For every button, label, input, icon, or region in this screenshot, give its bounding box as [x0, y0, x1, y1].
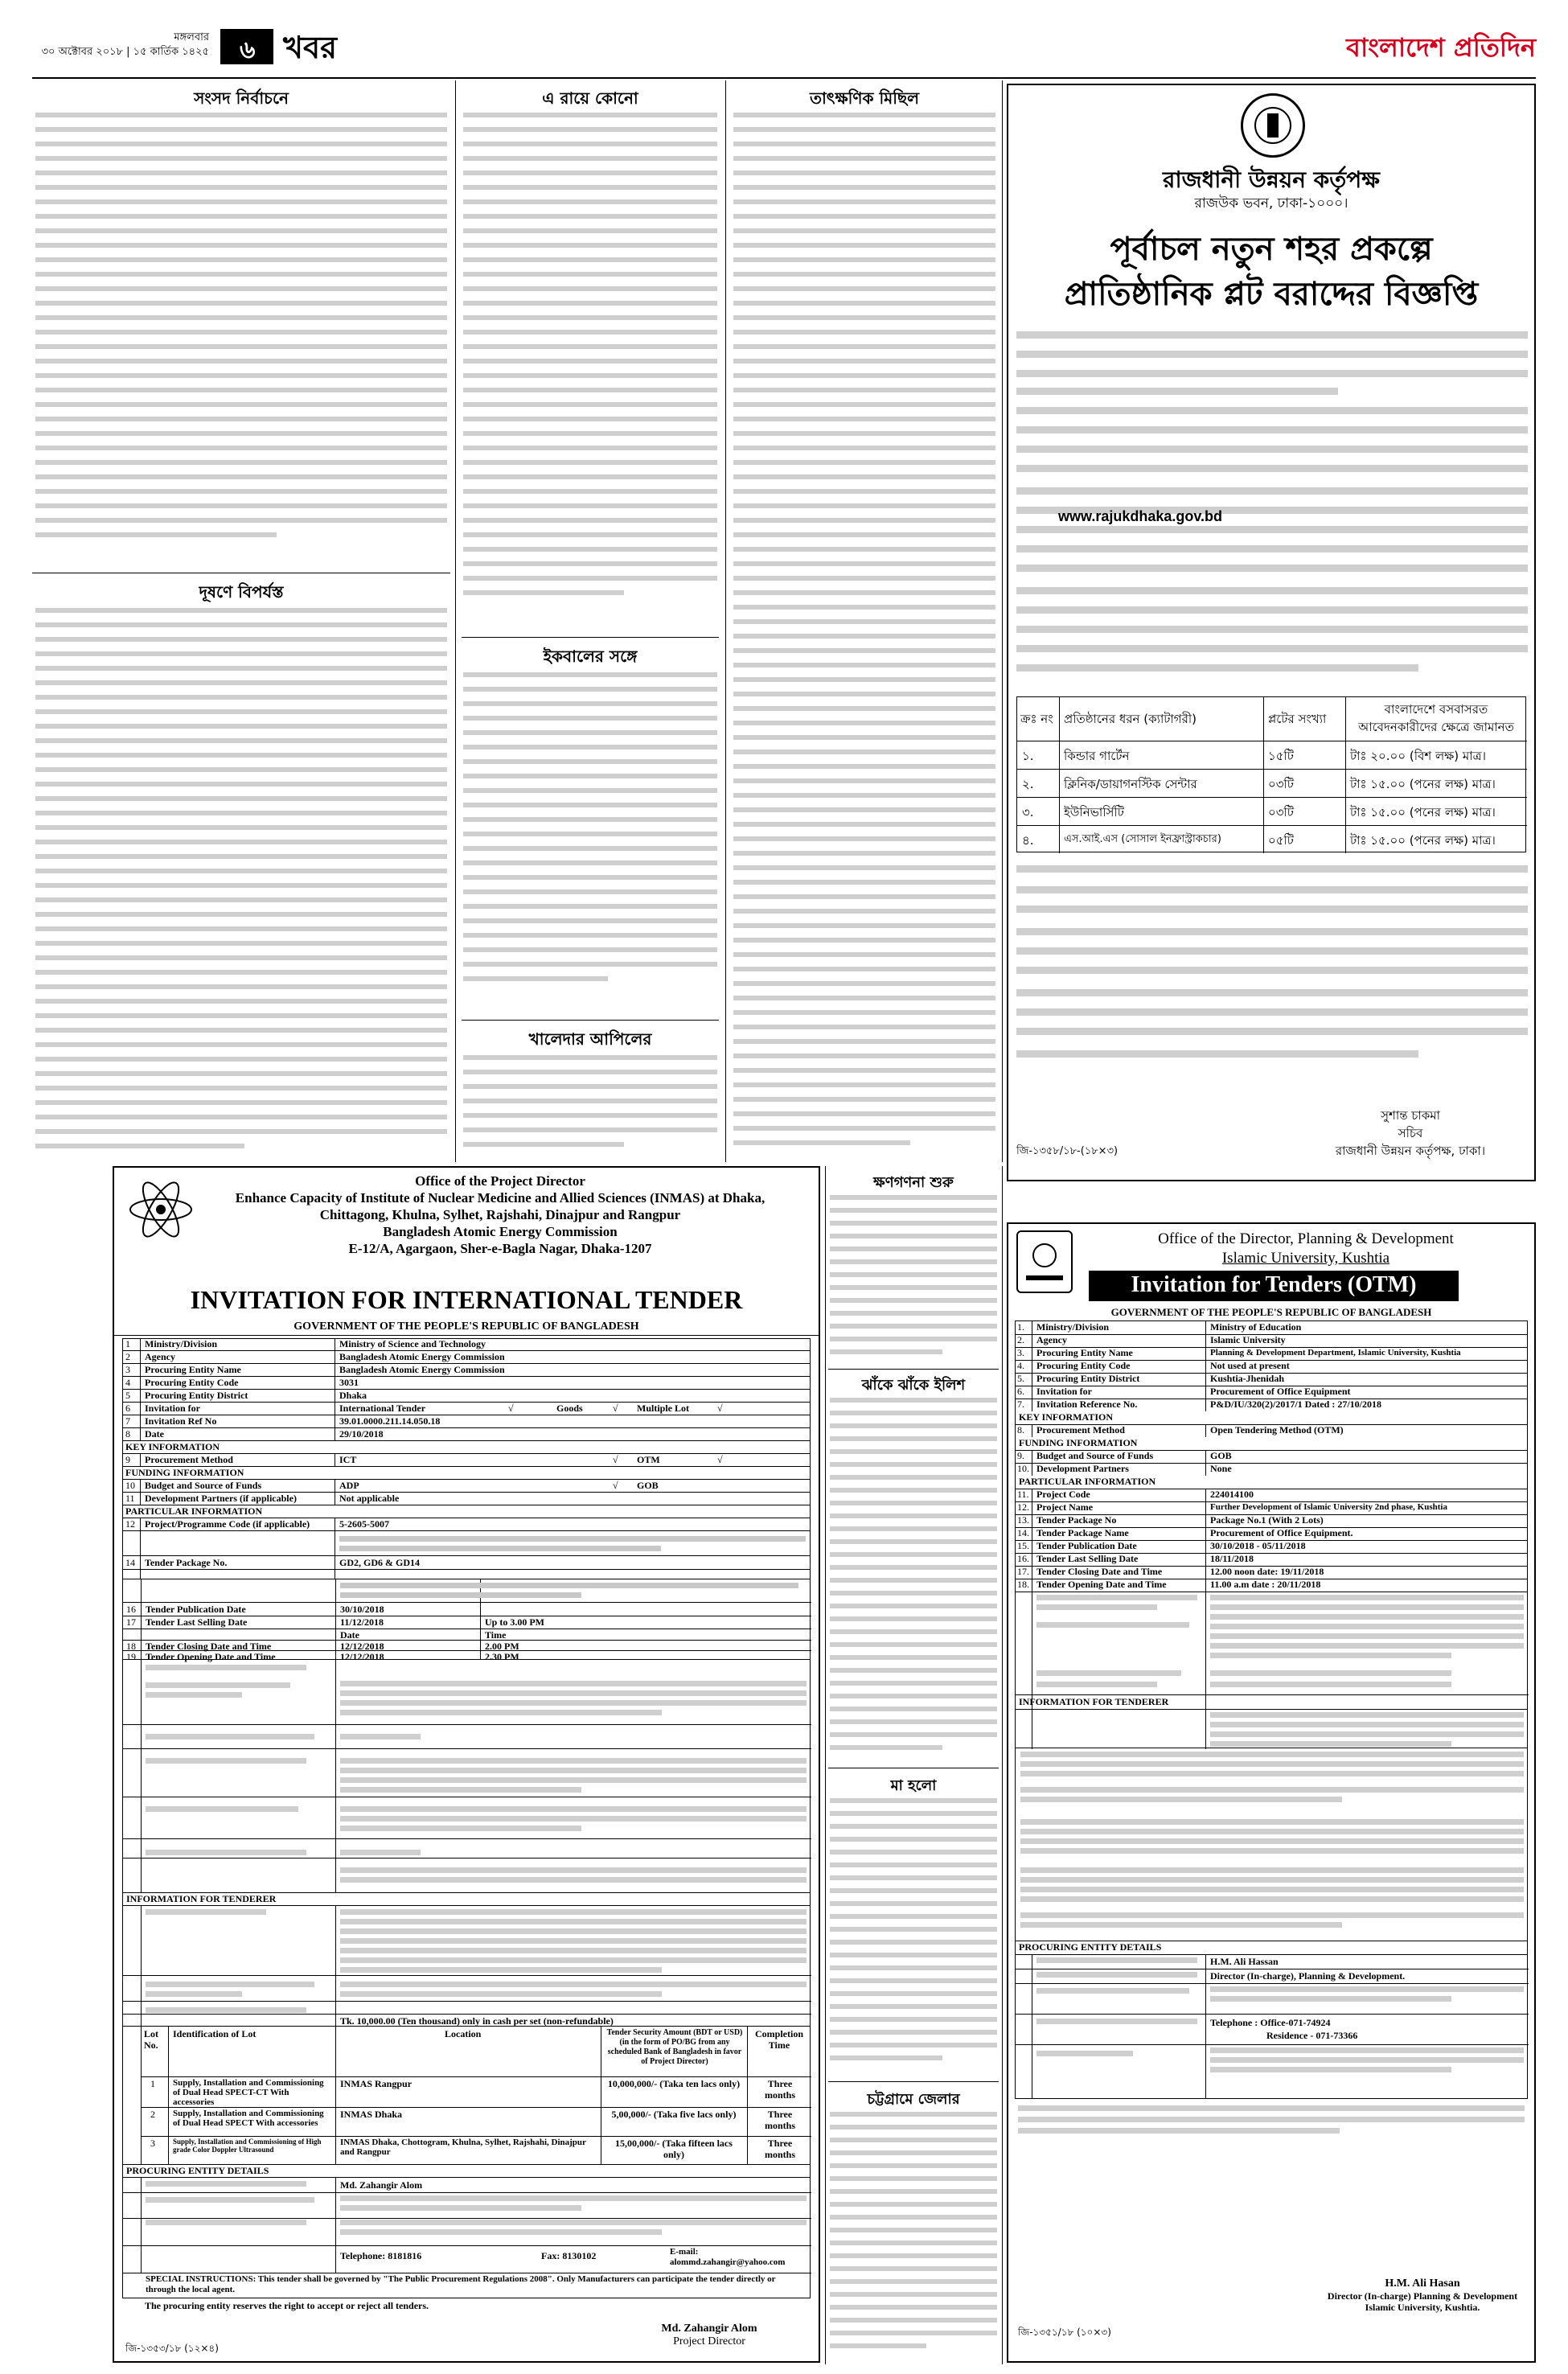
info-row: 9 Procurement Method ICT √ OTM √	[122, 1454, 811, 1467]
lot-row: 1 Supply, Installation and Commissioning of Dual Head SPECT-CT With accessories INMAS Rangpur 10,000,000/- (Taka ten lacs only) Three months	[150, 2078, 795, 2107]
headline: মা হলো	[890, 1777, 937, 1794]
inmas-dates-table: 16 Tender Publication Date 30/10/2018 17 Tender Last Selling Date 11/12/2018 Up to 3.00 PM Date Time 18 Tender Closing Date and Time 12/12/2018 2.00 PM 19 Tender Opening Date and Time 12/12/2018 2.30 PM	[122, 1579, 811, 1660]
brand-logo: বাংলাদেশ প্রতিদিন	[1346, 32, 1536, 63]
table-cell: ২.	[1022, 777, 1034, 791]
lot-header: Tender Security Amount (BDT or USD) (in the form of PO/BG from any scheduled Bank of Bangladesh in favor of Project Director)	[606, 2028, 743, 2066]
ad-code: জি-১৩৫৮/১৮-(১৮×৩)	[1016, 1145, 1119, 1157]
page-header	[32, 24, 1536, 74]
info-row: 11 Development Partners (if applicable) Not applicable	[122, 1493, 811, 1505]
table-cell: টাঃ ১৫.০০ (পনের লক্ষ) মাত্র।	[1350, 777, 1496, 791]
section-label: PARTICULAR INFORMATION	[122, 1505, 811, 1518]
iu-title: Invitation for Tenders (OTM)	[1131, 1272, 1417, 1297]
telephone: Telephone: 8181816	[340, 2250, 422, 2261]
headline: চট্টগ্রামে জেলার	[867, 2091, 960, 2108]
reserve-note: The procuring entity reserves the right to accept or reject all tenders.	[145, 2300, 429, 2311]
table-cell: ৩.	[1022, 805, 1034, 819]
iu-procuring-rows: PROCURING ENTITY DETAILS H.M. Ali Hassan Director (In-charge), Planning & Development. Telephone : Office-071-74924 Residence - 071-73366	[1015, 1941, 1528, 2099]
table-header-cell: প্লটের সংখ্যা	[1268, 712, 1327, 726]
lot-header: Lot No.	[144, 2028, 158, 2051]
table-cell: টাঃ ১৫.০০ (পনের লক্ষ) মাত্র।	[1350, 805, 1496, 819]
news-column-3	[732, 80, 997, 1162]
rajuk-notice	[1007, 84, 1536, 1181]
lot-row: 2 Supply, Installation and Commissioning of Dual Head SPECT With accessories INMAS Dhaka 5,00,000/- (Taka five lacs only) Three months	[150, 2109, 795, 2131]
info-row: 3 Procuring Entity Name Bangladesh Atomic Energy Commission	[122, 1364, 811, 1377]
lot-row: 3 Supply, Installation and Commissioning of High grade Color Doppler Ultrasound INMAS Dhaka, Chottogram, Khulna, Sylhet, Rajshahi, Dinajpur and Rangpur 15,00,000/- (Taka fifteen lacs only) Three months	[150, 2138, 795, 2160]
headline: এ রায়ে কোনো	[542, 88, 638, 108]
headline: ঝাঁকে ঝাঁকে ইলিশ	[861, 1377, 966, 1394]
headline: ক্ষণগণনা শুরু	[873, 1174, 954, 1191]
info-row: 1 Ministry/Division Ministry of Science and Technology	[122, 1338, 811, 1351]
lot-header: Identification of Lot	[173, 2028, 257, 2039]
rajuk-terms-lines	[1016, 407, 1528, 688]
inmas-gov: GOVERNMENT OF THE PEOPLE'S REPUBLIC OF BANGLADESH	[293, 1320, 639, 1333]
body-text-lines	[830, 1398, 997, 1776]
info-row: 5 Procuring Entity District Dhaka	[122, 1390, 811, 1403]
iu-logo	[1016, 1230, 1073, 1293]
section-label: PROCURING ENTITY DETAILS	[122, 2165, 811, 2178]
inmas-tenderer-rows	[122, 1906, 811, 2027]
inmas-info-table	[122, 1338, 811, 1579]
section-label: INFORMATION FOR TENDERER	[122, 1893, 811, 1906]
date-line: মঙ্গলবার ৩০ অক্টোবর ২০১৮ | ১৫ কার্তিক ১৪২৫	[41, 31, 209, 58]
news-column-2	[462, 80, 719, 1162]
fax: Fax: 8130102	[541, 2250, 597, 2261]
body-text-lines	[463, 113, 717, 627]
table-cell: ০৩টি	[1268, 777, 1294, 791]
table-cell: এস.আই.এস (সোসাল ইনফ্রাস্ট্রাকচার)	[1064, 833, 1221, 845]
table-cell: কিন্ডার গার্টেন	[1064, 749, 1130, 763]
iu-gov: GOVERNMENT OF THE PEOPLE'S REPUBLIC OF BANGLADESH	[1110, 1306, 1432, 1318]
iu-official: H.M. Ali Hassan	[1210, 1956, 1279, 1967]
inmas-title: INVITATION FOR INTERNATIONAL TENDER	[190, 1285, 743, 1314]
lot-header: Location	[445, 2028, 482, 2039]
headline: দূষণে বিপর্যস্ত	[199, 582, 284, 602]
body-text-lines	[35, 608, 447, 1155]
rajuk-address: রাজউক ভবন, ঢাকা-১০০০।	[1194, 195, 1348, 212]
table-cell: ০৫টি	[1268, 833, 1294, 848]
rajuk-title: পূর্বাচল নতুন শহর প্রকল্পে প্রাতিষ্ঠানিক প্লট বরাদ্দের বিজ্ঞপ্তি	[1064, 231, 1479, 313]
section-title: খবর	[283, 30, 338, 65]
info-row: 10 Budget and Source of Funds ADP √ GOB	[122, 1480, 811, 1493]
info-row: 8 Date 29/10/2018	[122, 1428, 811, 1441]
inmas-procuring-rows	[122, 2178, 811, 2298]
ad-code: জি-১৩৫৩/১৮ (১২×৪)	[125, 2343, 219, 2354]
iu-signature: H.M. Ali Hasan Director (In-charge) Planning & Development Islamic University, Kushtia.	[1327, 2277, 1518, 2313]
iu-univ: Islamic University, Kushtia	[1221, 1250, 1390, 1267]
inmas-tender-notice	[113, 1166, 820, 2363]
inmas-header: Office of the Project Director Enhance Capacity of Institute of Nuclear Medicine and Allied Sciences (INMAS) at Dhaka, Chittagong, Khulna, Sylhet, Rajshahi, Dinajpur and Rangpur Bangladesh Atomic Energy Commission E-12/A, Agargaon, Sher-e-Bagla Nagar, Dhaka-1207	[235, 1173, 766, 1256]
rajuk-intro-lines	[1016, 331, 1528, 396]
iu-lot-table	[1015, 1748, 1528, 1941]
rajuk-website[interactable]: www.rajukdhaka.gov.bd	[1058, 508, 1223, 524]
body-text-lines	[463, 1055, 717, 1160]
page-number: ৬	[240, 36, 256, 64]
news-area	[32, 80, 997, 1162]
table-cell: ইউনিভার্সিটি	[1064, 805, 1124, 819]
info-row: 12 Project/Programme Code (if applicable) 5-2605-5007	[122, 1518, 811, 1531]
info-row: 4 Procuring Entity Code 3031	[122, 1377, 811, 1390]
table-cell: ১৫টি	[1268, 749, 1294, 763]
table-cell: টাঃ ২০.০০ (বিশ লক্ষ) মাত্র।	[1350, 749, 1486, 763]
info-row: 18 Tender Closing Date and Time 12/12/2018 2.00 PM	[126, 1641, 519, 1652]
rajuk-org: রাজধানী উন্নয়ন কর্তৃপক্ষ	[1163, 166, 1380, 193]
atom-logo	[127, 1176, 195, 1243]
info-row: 17 Tender Last Selling Date 11/12/2018 Up to 3.00 PM	[123, 1616, 811, 1629]
news-column-1	[32, 80, 450, 1162]
section-label: KEY INFORMATION	[122, 1441, 811, 1454]
table-cell: ৪.	[1022, 833, 1034, 848]
iu-residence: Residence - 071-73366	[1266, 2030, 1358, 2041]
page-number-box	[220, 29, 273, 64]
iu-designation: Director (In-charge), Planning & Development.	[1210, 1970, 1406, 1982]
iu-info-table: 1. Ministry/Division Ministry of Education 2. Agency Islamic University 3. Procuring Entity Name Planning & Development Department, Islamic University, Kushtia 4. Procuring Entity Code Not used at present 5. Procuring Entity District Kushtia-Jhenidah 6. Invitation for Procurement of Office Equipment 7. Invitation Reference No. P&D/IU/320(2)/2017/1 Dated : 27/10/2018 KEY INFORMATION 8. Procurement Method Open Tendering Method (OTM) FUNDING INFORMATION 9. Budget and Source of Funds GOB 10. Development Partners None PARTICULAR INFORMATION 11. Project Code 224014100 12. Project Name Further Development of Islamic University 2nd phase, Kushtia 13. Tender Package No Package No.1 (With 2 Lots) 14. Tender Package Name Procurement of Office Equipment. 15. Tender Publication Date 30/10/2018 - 05/11/2018 16. Tender Last Selling Date 18/11/2018 17. Tender Closing Date and Time 12.00 noon date: 19/11/2018 18. Tender Opening Date and Time 11.00 a.m date : 20/11/2018 INFORMATION FOR TENDERER	[1015, 1320, 1528, 1748]
email[interactable]: E-mail: alommd.zahangir@yahoo.com	[670, 2247, 786, 2267]
body-text-lines	[830, 1195, 997, 1372]
rajuk-logo	[1241, 93, 1305, 158]
table-cell: টাঃ ১৫.০০ (পনের লক্ষ) মাত্র।	[1350, 833, 1496, 848]
body-text-lines	[463, 672, 717, 1010]
lot-header: Completion Time	[755, 2028, 803, 2051]
body-text-lines	[733, 113, 995, 1158]
headline: সংসদ নির্বাচনে	[194, 88, 289, 108]
iu-telephone: Telephone : Office-071-74924	[1210, 2017, 1331, 2028]
table-cell: ০৩টি	[1268, 805, 1294, 819]
iu-tender-notice	[1007, 1222, 1536, 2363]
inmas-lot-table	[122, 2027, 811, 2165]
table-header-cell: ক্রঃ নং	[1020, 712, 1053, 726]
table-header-cell: বাংলাদেশে বসবাসরত আবেদনকারীদের ক্ষেত্রে জামানত	[1358, 702, 1514, 734]
ad-code: জি-১৩৫১/১৮ (১০×৩)	[1018, 2327, 1111, 2338]
table-header-cell: প্রতিষ্ঠানের ধরন (ক্যাটাগরী)	[1064, 712, 1197, 726]
inmas-signature: Md. Zahangir Alom Project Director	[661, 2323, 757, 2347]
info-row: 16 Tender Publication Date 30/10/2018	[123, 1604, 811, 1616]
info-row: 2 Agency Bangladesh Atomic Energy Commission	[122, 1351, 811, 1364]
table-cell: ক্লিনিক/ডায়াগনস্টিক সেন্টার	[1064, 777, 1197, 791]
info-row: 6 Invitation for International Tender √ Goods √ Multiple Lot √	[122, 1403, 811, 1415]
iu-title-box	[1089, 1271, 1459, 1301]
section-label: FUNDING INFORMATION	[122, 1467, 811, 1480]
table-cell: ১.	[1022, 749, 1034, 763]
rajuk-plot-table	[1016, 696, 1526, 852]
tender-price: Tk. 10,000.00 (Ten thousand) only in cash per set (non-refundable)	[340, 2015, 614, 2027]
news-column-continued	[828, 1166, 999, 2363]
body-text-lines	[830, 1798, 997, 2088]
iu-note-lines	[1018, 2105, 1525, 2141]
info-row: 14 Tender Package No. GD2, GD6 & GD14	[122, 1557, 811, 1570]
headline: ইকবালের সঙ্গে	[543, 647, 638, 666]
official-name: Md. Zahangir Alom	[340, 2179, 423, 2191]
headline: খালেদার আপিলের	[528, 1029, 652, 1049]
info-row: 19 Tender Opening Date and Time 12/12/2018 2.30 PM	[123, 1650, 811, 1660]
rajuk-notes-lines	[1016, 865, 1528, 1074]
inmas-address-rows	[122, 1660, 811, 1893]
headline: তাৎক্ষণিক মিছিল	[809, 88, 920, 108]
special-instructions: SPECIAL INSTRUCTIONS: This tender shall be governed by "The Public Procurement Regulations 2008". Only Manufacturers can participate the tender directly or through the local agent.	[146, 2274, 776, 2294]
body-text-lines	[830, 2112, 997, 2353]
body-text-lines	[35, 113, 447, 563]
iu-office: Office of the Director, Planning & Development	[1158, 1230, 1454, 1247]
rajuk-signature-block: সুশান্ত চাকমা সচিব রাজধানী উন্নয়ন কর্তৃপক্ষ, ঢাকা।	[1335, 1108, 1486, 1158]
info-row: 7 Invitation Ref No 39.01.0000.211.14.050.18	[122, 1415, 811, 1428]
